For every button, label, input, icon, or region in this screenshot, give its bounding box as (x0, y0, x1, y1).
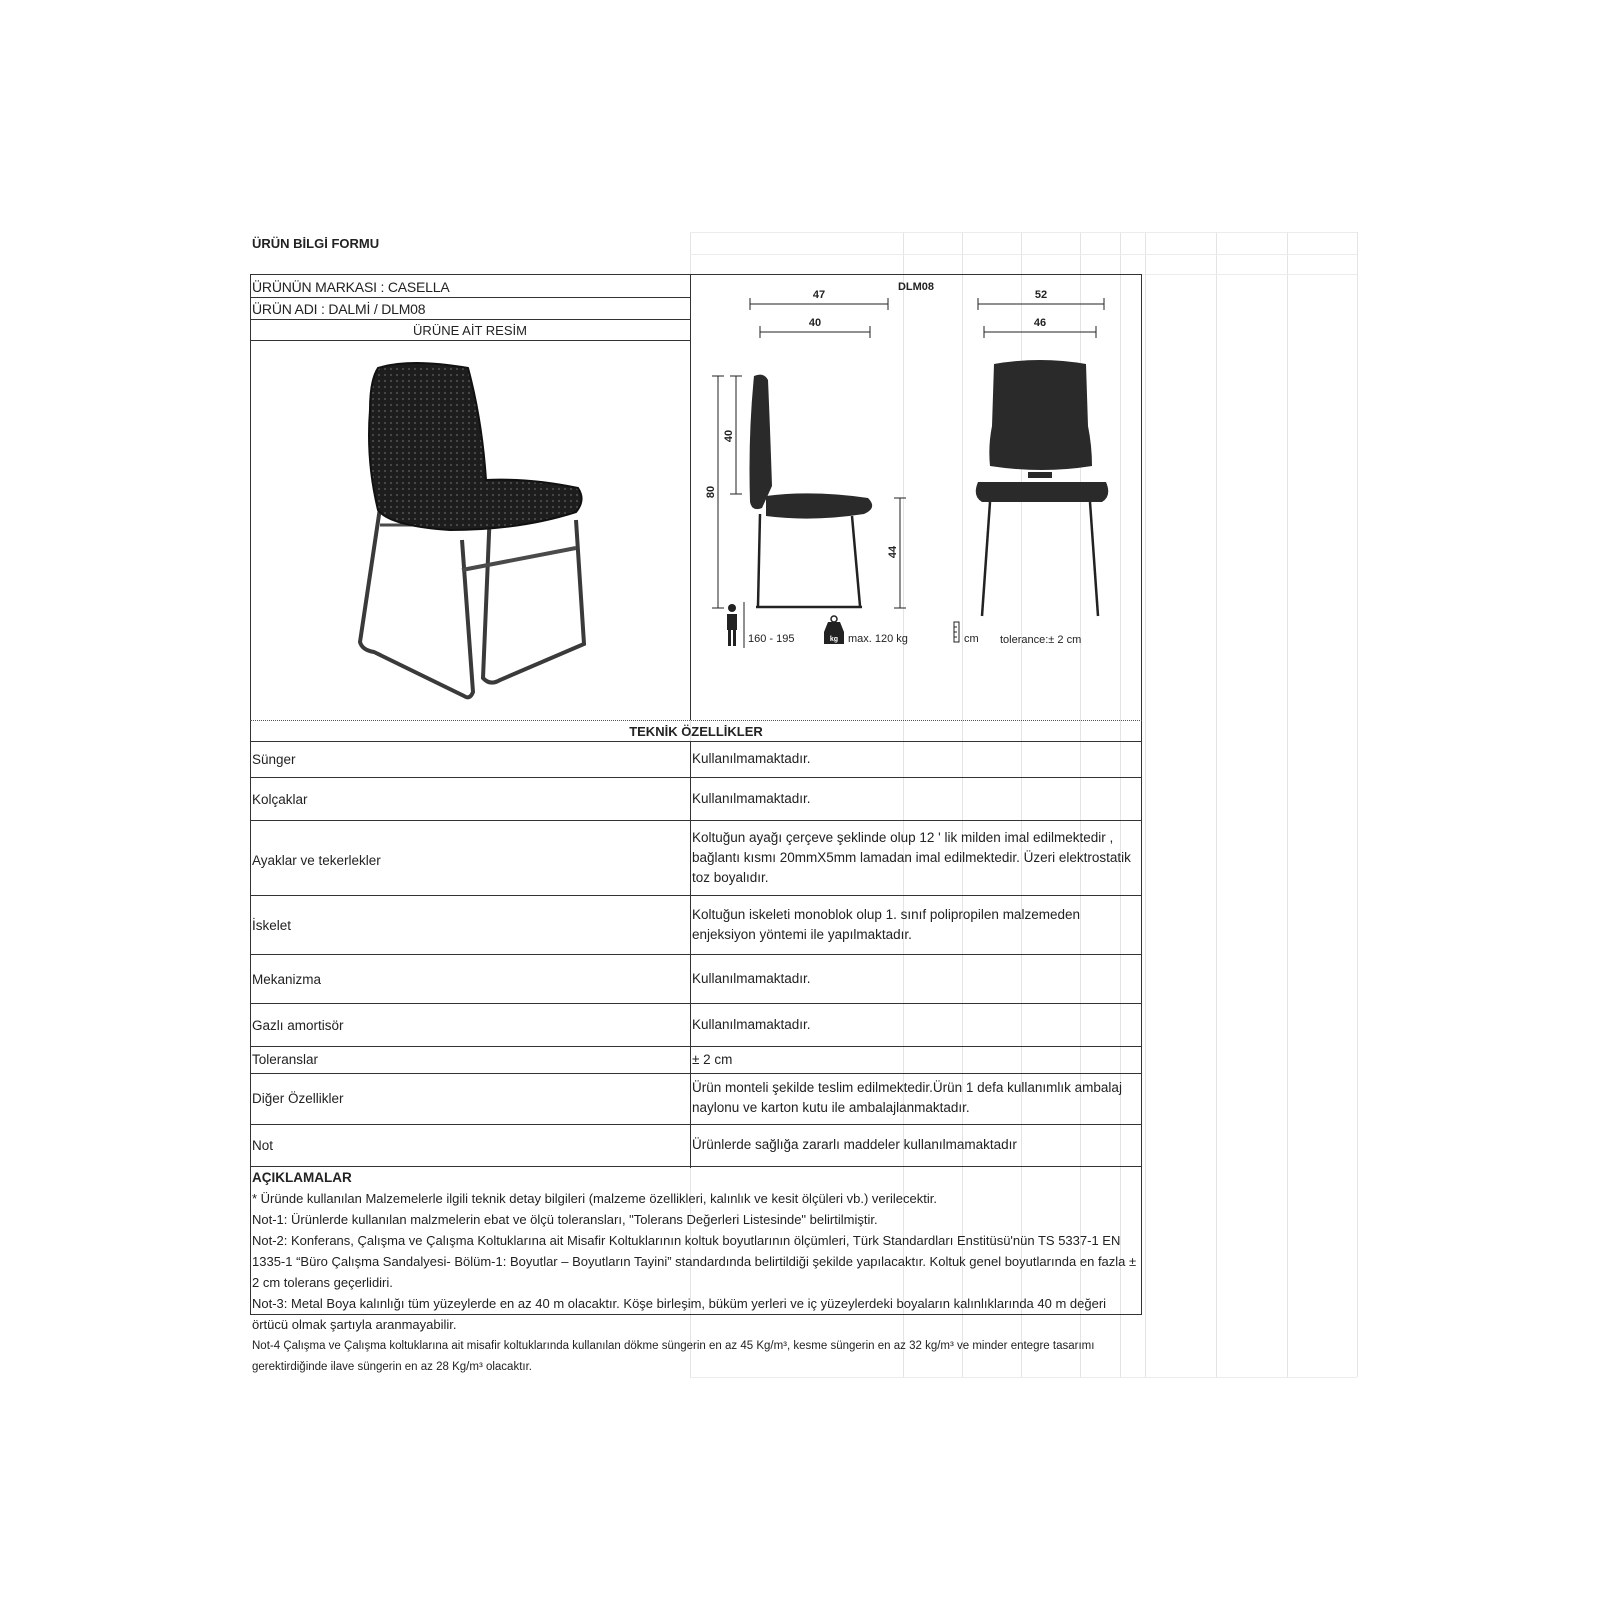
grid-line (1287, 232, 1288, 1377)
divider (250, 1073, 1142, 1074)
dim-total-height: 80 (705, 485, 717, 499)
image-caption: ÜRÜNE AİT RESİM (413, 323, 527, 338)
grid-line (690, 254, 1357, 255)
specs-header: TEKNİK ÖZELLİKLER (629, 724, 763, 739)
unit-label: cm (964, 633, 979, 645)
divider (250, 1046, 1142, 1047)
ruler-icon (954, 622, 959, 642)
divider (250, 954, 1142, 955)
spec-value-mechanism: Kullanılmamaktadır. (692, 971, 811, 986)
spec-label-mechanism: Mekanizma (252, 972, 322, 987)
divider (250, 319, 690, 320)
note-2: Not-2: Konferans, Çalışma ve Çalışma Koltuklarına ait Misafir Koltuklarının koltuk boyutlarının ölçümleri, Türk Standardları Enstitüsü'nün TS 5337-1 EN 1335-1 “Büro Çalışma Sandalyesi- Bölüm-1: Boyutlar – Boyutların Tayini” standardında belirtildiği şekilde yapılacaktır. Koltuk genel boyutlarında en fazla ± 2 cm tolerans geçerlidiri. (252, 1233, 1137, 1290)
person-icon (727, 602, 744, 648)
divider (250, 720, 1142, 721)
spec-label-sponge: Sünger (252, 752, 296, 767)
spec-value-tolerances: ± 2 cm (692, 1052, 733, 1067)
divider (250, 895, 1142, 896)
grid-line (1357, 232, 1358, 1377)
dim-depth-seat: 40 (808, 317, 822, 329)
form-title: ÜRÜN BİLGİ FORMU (252, 236, 380, 251)
divider (250, 340, 690, 341)
divider (250, 777, 1142, 778)
chair-photo (340, 360, 600, 710)
spec-value-sponge: Kullanılmamaktadır. (692, 751, 811, 766)
divider (250, 1003, 1142, 1004)
divider (250, 741, 1142, 742)
dim-depth-top: 47 (812, 289, 826, 301)
spec-value-gas-lift: Kullanılmamaktadır. (692, 1017, 811, 1032)
spec-value-other: Ürün monteli şekilde teslim edilmektedir.Ürün 1 defa kullanımlık ambalaj naylonu ve karton kutu ile ambalajlanmaktadır. (692, 1080, 1122, 1115)
kg-badge: kg (829, 636, 839, 643)
grid-line (1145, 232, 1146, 1377)
dim-seat-height: 44 (887, 545, 899, 559)
spec-value-armrests: Kullanılmamaktadır. (692, 791, 811, 806)
dim-width-top: 52 (1034, 289, 1048, 301)
dim-width-seat: 46 (1033, 317, 1047, 329)
divider (250, 820, 1142, 821)
model-code: DLM08 (897, 281, 935, 293)
grid-line (690, 232, 1357, 233)
spec-value-frame: Koltuğun iskeleti monoblok olup 1. sınıf polipropilen malzemeden enjeksiyon yöntemi ile yapılmaktadır. (692, 907, 1080, 942)
spec-label-legs: Ayaklar ve tekerlekler (252, 853, 381, 868)
note-3: Not-3: Metal Boya kalınlığı tüm yüzeylerde en az 40 m olacaktır. Köşe birleşim, büküm yerleri ve iç yüzeylerdeki boyaların kalınlıklarında 40 m değeri örtücü olmak şartıyla aranmayabilir. (252, 1296, 1107, 1332)
divider (690, 274, 691, 720)
user-height-range: 160 - 195 (748, 633, 795, 645)
note-4: Not-4 Çalışma ve Çalışma koltuklarına ait misafir koltuklarında kullanılan dökme süngerin en az 45 Kg/m³, kesme süngerin en az 32 kg/m³ ve minder entegre tasarımı gerektirdiğinde ilave süngerin en az 28 Kg/m³ olacaktır. (252, 1340, 1095, 1373)
spec-value-legs: Koltuğun ayağı çerçeve şeklinde olup 12 ' lik milden imal edilmektedir , bağlantı kısmı 20mmX5mm lamadan imal edilmektedir. Üzeri elektrostatik toz boyalıdır. (692, 830, 1131, 885)
spec-label-armrests: Kolçaklar (252, 792, 308, 807)
notes-title: AÇIKLAMALAR (252, 1170, 352, 1185)
tolerance-label: tolerance:± 2 cm (1000, 634, 1082, 646)
spec-label-frame: İskelet (252, 918, 292, 933)
divider (250, 297, 690, 298)
spec-label-gas-lift: Gazlı amortisör (252, 1018, 344, 1033)
divider (250, 1124, 1142, 1125)
spec-label-note: Not (252, 1138, 274, 1153)
divider (250, 1166, 1142, 1167)
product-name-line: ÜRÜN ADI : DALMİ / DLM08 (252, 301, 426, 317)
grid-line (1216, 232, 1217, 1377)
dim-back-height: 40 (723, 429, 735, 443)
dimension-diagram (692, 276, 1140, 716)
spec-label-tolerances: Toleranslar (252, 1052, 319, 1067)
brand-line: ÜRÜNÜN MARKASI : CASELLA (252, 279, 450, 295)
max-load: max. 120 kg (848, 633, 908, 645)
spec-label-other: Diğer Özellikler (252, 1091, 344, 1106)
note-1: Not-1: Ürünlerde kullanılan malzmelerin ebat ve ölçü toleransları, "Tolerans Değerleri Listesinde" belirtilmiştir. (252, 1212, 878, 1227)
spec-value-note: Ürünlerde sağlığa zararlı maddeler kullanılmamaktadır (692, 1137, 1017, 1152)
note-star: * Üründe kullanılan Malzemelerle ilgili teknik detay bilgileri (malzeme özellikleri, kalınlık ve kesit ölçüleri vb.) verilecektir. (252, 1191, 937, 1206)
